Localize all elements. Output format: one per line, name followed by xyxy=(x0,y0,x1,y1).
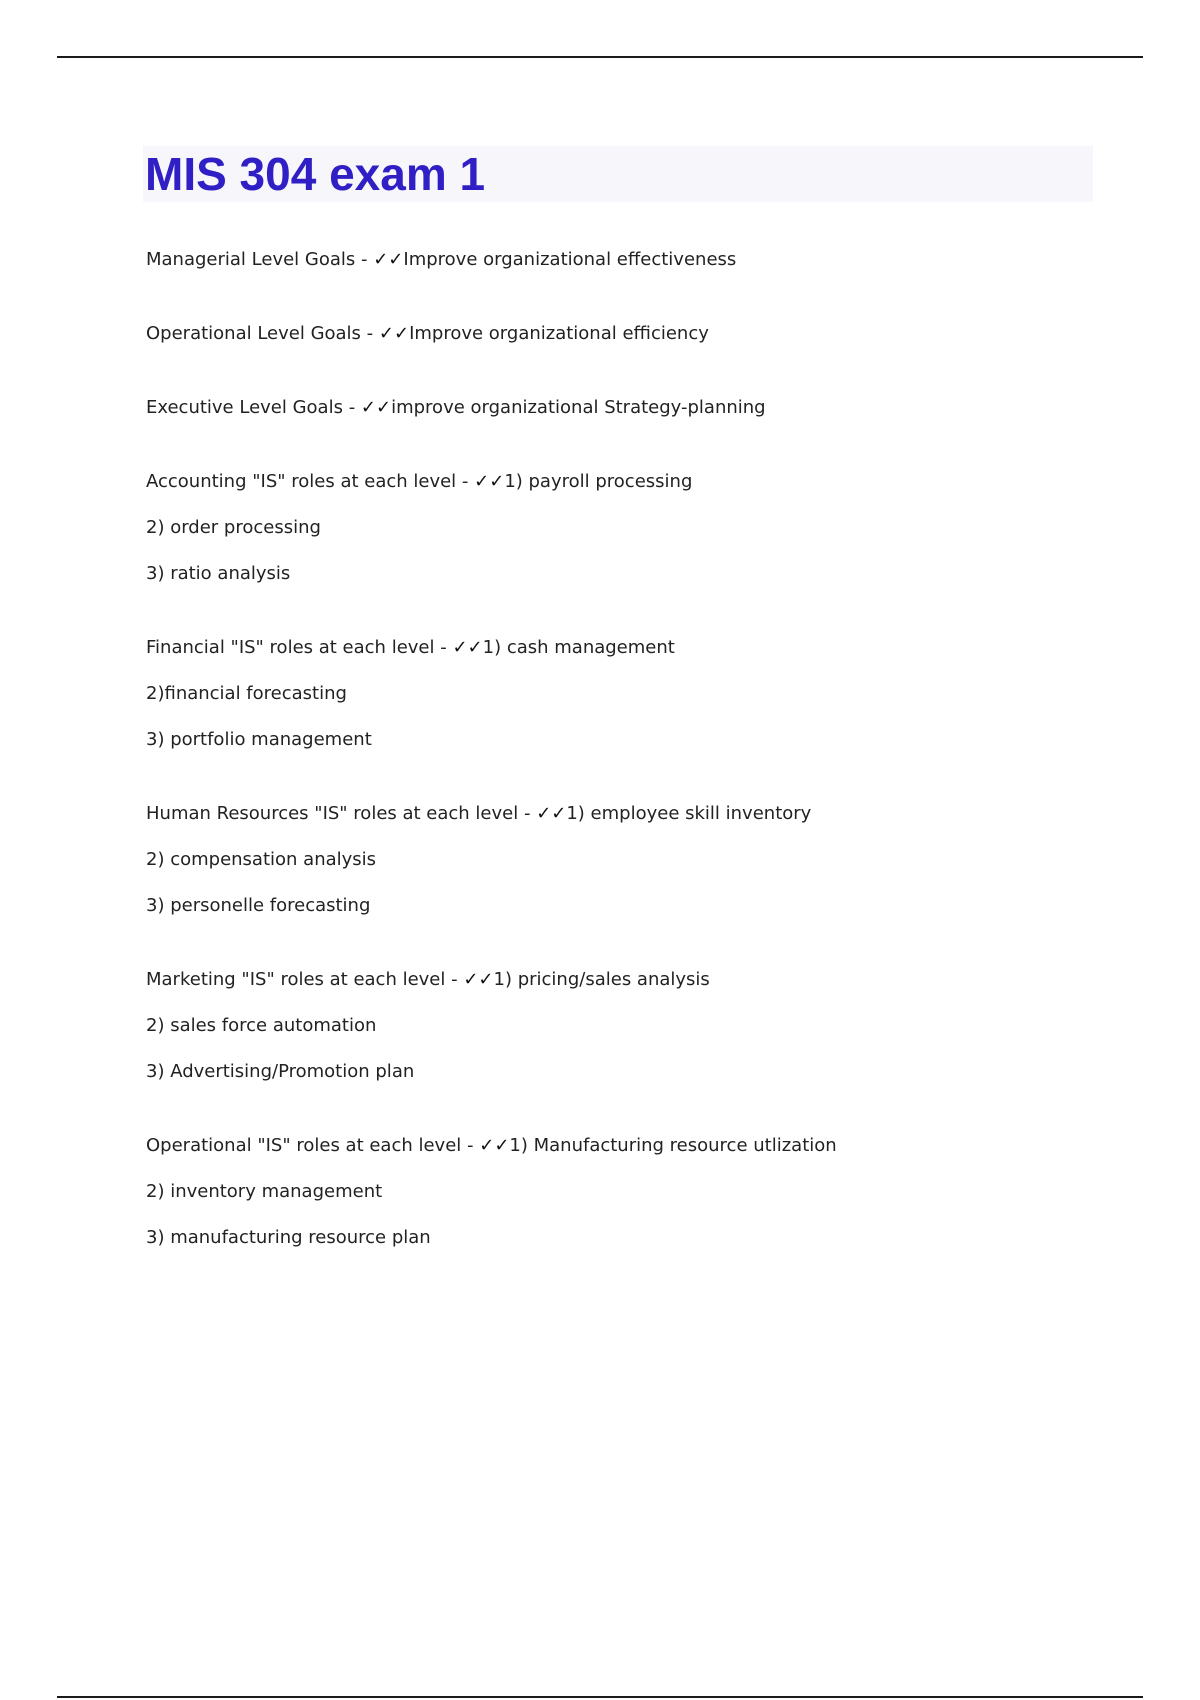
flashcard-term: Operational Level Goals xyxy=(146,323,361,344)
flashcard-line xyxy=(146,1133,1086,1159)
term-separator: - xyxy=(355,249,374,270)
flashcard-answer-line: 2) compensation analysis xyxy=(146,849,377,870)
flashcard-line xyxy=(146,395,1086,421)
flashcard-answer: 1) payroll processing xyxy=(504,471,693,492)
flashcard xyxy=(146,321,1086,347)
flashcard-answer: improve organizational Strategy-planning xyxy=(391,397,766,418)
flashcard-term: Executive Level Goals xyxy=(146,397,343,418)
flashcard-term: Marketing "IS" roles at each level xyxy=(146,969,446,990)
flashcard xyxy=(146,801,1086,919)
double-check-icon: ✓✓ xyxy=(360,397,392,418)
flashcard-answer-line: 2)financial forecasting xyxy=(146,683,347,704)
term-separator: - xyxy=(518,803,537,824)
flashcard-answer: 1) Manufacturing resource utlization xyxy=(509,1135,837,1156)
term-separator: - xyxy=(342,397,361,418)
flashcard-term: Operational "IS" roles at each level xyxy=(146,1135,462,1156)
term-separator: - xyxy=(461,1135,480,1156)
flashcard-answer-line: 3) portfolio management xyxy=(146,729,372,750)
flashcard xyxy=(146,635,1086,753)
flashcard xyxy=(146,967,1086,1085)
flashcard-line xyxy=(146,321,1086,347)
flashcard-answer-line: 2) order processing xyxy=(146,517,321,538)
flashcard xyxy=(146,1133,1086,1251)
double-check-icon: ✓✓ xyxy=(474,471,505,492)
flashcard-answer-line: 3) Advertising/Promotion plan xyxy=(146,1061,415,1082)
term-separator: - xyxy=(445,969,464,990)
flashcard-list xyxy=(146,247,1086,1299)
double-check-icon: ✓✓ xyxy=(479,1135,510,1156)
flashcard-answer-line: 3) manufacturing resource plan xyxy=(146,1227,431,1248)
flashcard-answer-line: 2) inventory management xyxy=(146,1181,383,1202)
flashcard xyxy=(146,469,1086,587)
flashcard-answer-line: 3) ratio analysis xyxy=(146,563,291,584)
flashcard-line xyxy=(146,247,1086,273)
bottom-rule xyxy=(57,1696,1143,1698)
term-separator: - xyxy=(360,323,379,344)
flashcard-answer: 1) pricing/sales analysis xyxy=(493,969,710,990)
flashcard-term: Managerial Level Goals xyxy=(146,249,356,270)
flashcard-answer-line: 3) personelle forecasting xyxy=(146,895,371,916)
title-banner xyxy=(143,146,1093,202)
flashcard-line xyxy=(146,635,1086,661)
double-check-icon: ✓✓ xyxy=(378,323,410,344)
top-rule xyxy=(57,56,1143,58)
flashcard-line xyxy=(146,801,1086,827)
double-check-icon: ✓✓ xyxy=(452,637,483,658)
flashcard-answer: 1) employee skill inventory xyxy=(566,803,812,824)
term-separator: - xyxy=(434,637,453,658)
flashcard-term: Financial "IS" roles at each level xyxy=(146,637,435,658)
flashcard xyxy=(146,395,1086,421)
flashcard-line xyxy=(146,469,1086,495)
double-check-icon: ✓✓ xyxy=(373,249,404,270)
double-check-icon: ✓✓ xyxy=(463,969,494,990)
flashcard-answer: 1) cash management xyxy=(482,637,675,658)
term-separator: - xyxy=(456,471,475,492)
flashcard-term: Human Resources "IS" roles at each level xyxy=(146,803,519,824)
flashcard-line xyxy=(146,967,1086,993)
double-check-icon: ✓✓ xyxy=(536,803,567,824)
flashcard-term: Accounting "IS" roles at each level xyxy=(146,471,457,492)
flashcard xyxy=(146,247,1086,273)
flashcard-answer: Improve organizational efficiency xyxy=(409,323,709,344)
flashcard-answer-line: 2) sales force automation xyxy=(146,1015,377,1036)
page-title: MIS 304 exam 1 xyxy=(145,148,486,200)
flashcard-answer: Improve organizational effectiveness xyxy=(403,249,737,270)
